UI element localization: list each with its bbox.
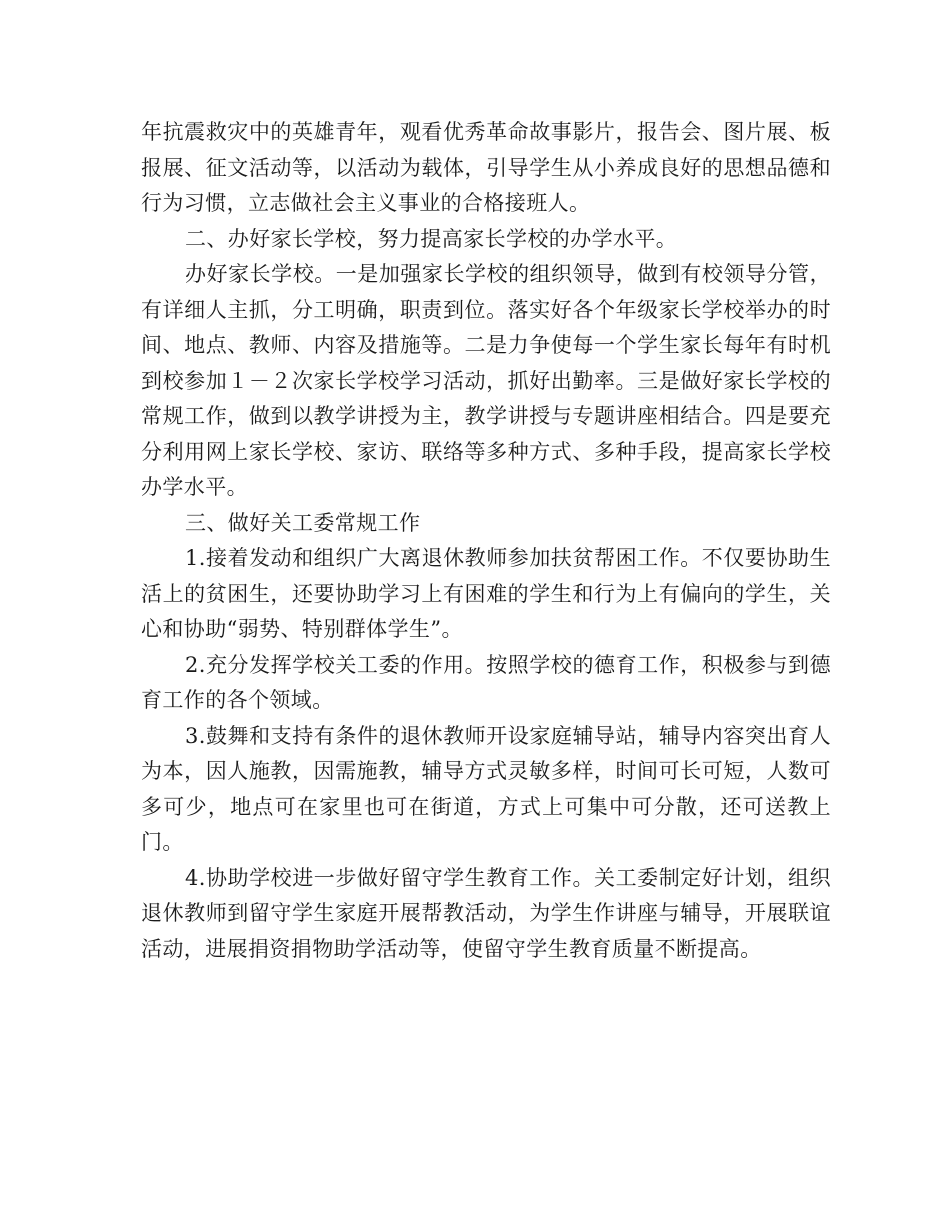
list-item-2: 2.充分发挥学校关工委的作用。按照学校的德育工作，积极参与到德育工作的各个领域。 <box>141 652 831 712</box>
list-item-4: 4.协助学校进一步做好留守学生教育工作。关工委制定好计划，组织退休教师到留守学生家庭开展帮教活动，为学生作讲座与辅导，开展联谊活动，进展捐资捐物助学活动等，使留守学生教育质量不断提高。 <box>141 865 831 961</box>
section-heading-routine-work: 三、做好关工委常规工作 <box>185 510 421 535</box>
paragraph-continuation: 年抗震救灾中的英雄青年，观看优秀革命故事影片，报告会、图片展、板报展、征文活动等，以活动为载体，引导学生从小养成良好的思想品德和行为习惯，立志做社会主义事业的合格接班人。 <box>141 120 831 215</box>
list-item-3: 3.鼓舞和支持有条件的退休教师开设家庭辅导站，辅导内容突出育人为本，因人施教，因需施教，辅导方式灵敏多样，时间可长可短，人数可多可少，地点可在家里也可在街道，方式上可集中可分散，还可送教上门。 <box>141 723 831 854</box>
list-item-1: 1.接着发动和组织广大离退休教师参加扶贫帮困工作。不仅要协助生活上的贫困生，还要协助学习上有困难的学生和行为上有偏向的学生，关心和协助“弱势、特别群体学生”。 <box>141 546 831 641</box>
section-heading-parent-school: 二、办好家长学校，努力提高家长学校的办学水平。 <box>185 226 678 251</box>
document-body <box>141 115 831 967</box>
paragraph-parent-school: 办好家长学校。一是加强家长学校的组织领导，做到有校领导分管，有详细人主抓，分工明确，职责到位。落实好各个年级家长学校举办的时间、地点、教师、内容及措施等。二是力争使每一个学生家长每年有时机到校参加１－２次家长学校学习活动，抓好出勤率。三是做好家长学校的常规工作，做到以教学讲授为主，教学讲授与专题讲座相结合。四是要充分利用网上家长学校、家访、联络等多种方式、多种手段，提高家长学校办学水平。 <box>141 262 831 499</box>
